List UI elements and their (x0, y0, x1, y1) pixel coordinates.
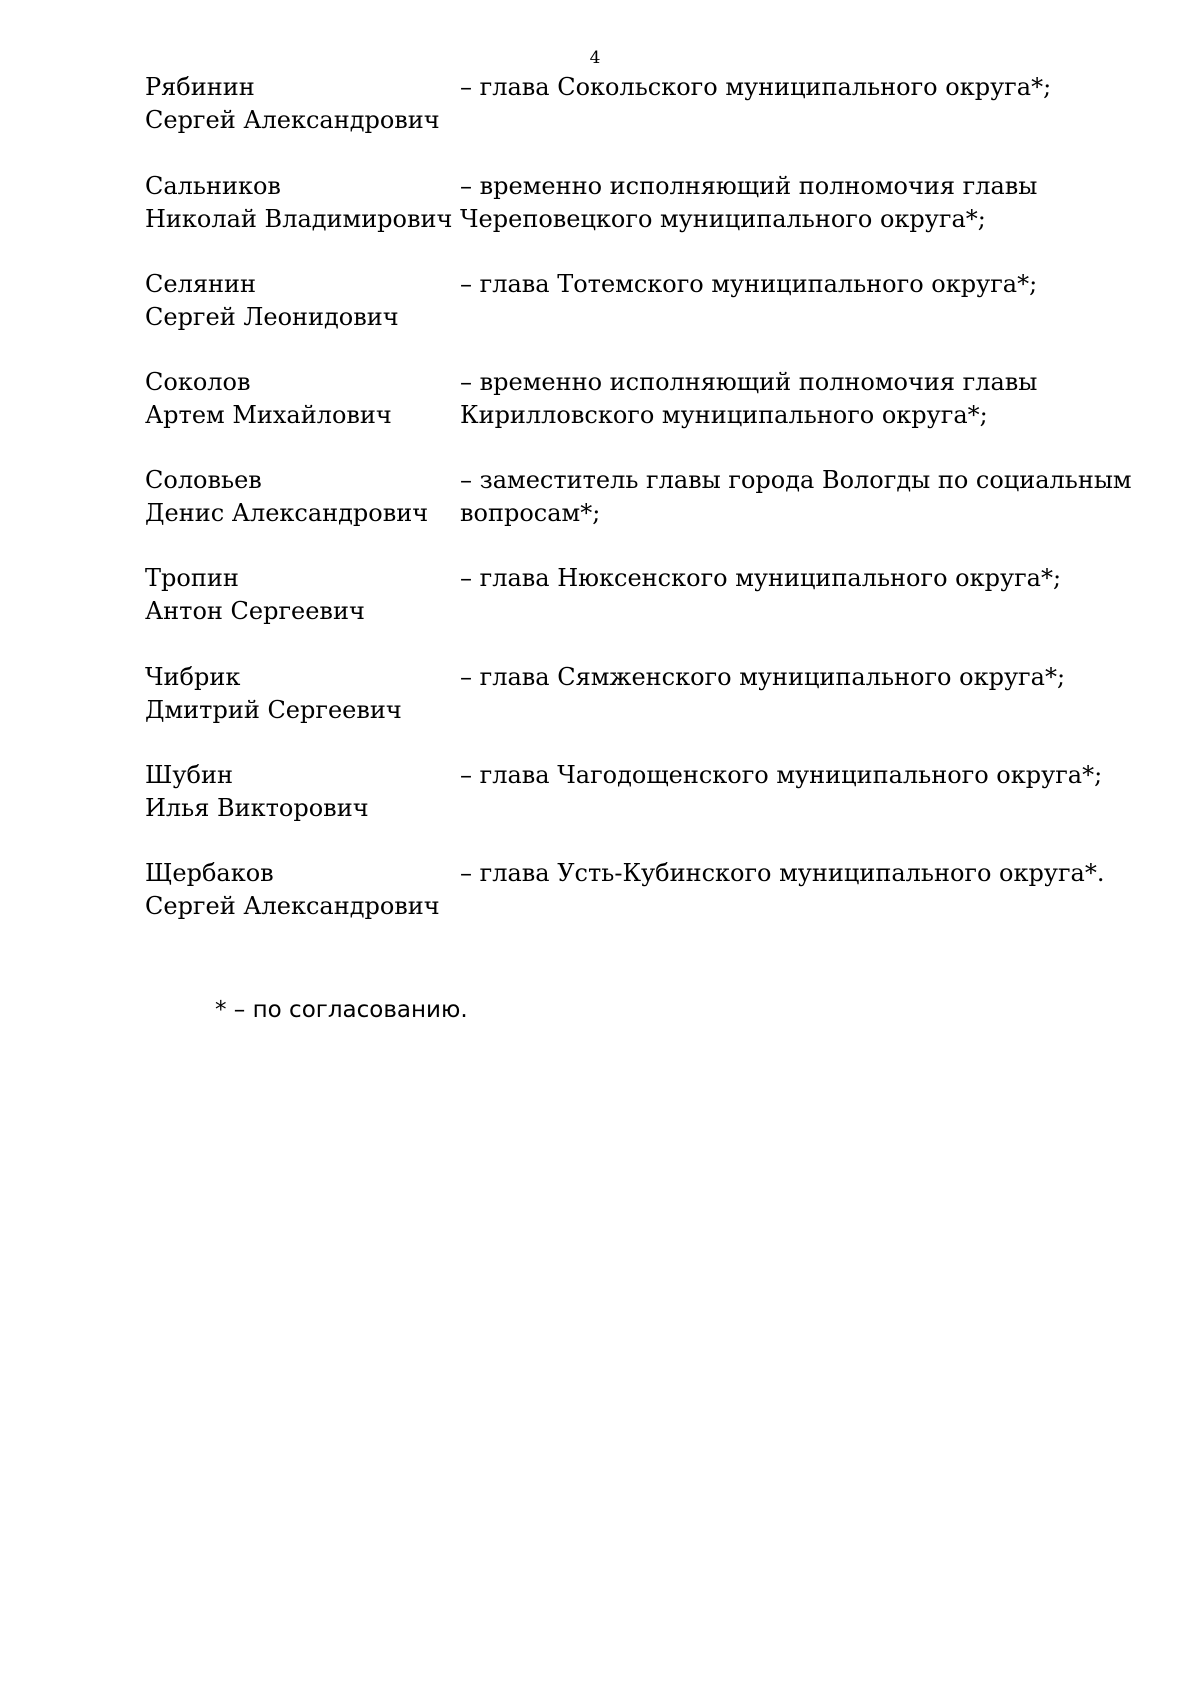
surname: Чибрик (145, 663, 241, 691)
person-name (145, 464, 445, 530)
role-description: – глава Сокольского муниципального округа*; (460, 73, 1052, 101)
given-name: Денис Александрович (145, 499, 429, 527)
given-name: Илья Викторович (145, 794, 369, 822)
person-name (145, 366, 445, 432)
person-name (145, 170, 453, 236)
role-description: – глава Усть-Кубинского муниципального округа*. (460, 859, 1105, 887)
person-name (145, 562, 445, 628)
given-name: Николай Владимирович (145, 205, 453, 233)
role-description: – глава Сямженского муниципального округа*; (460, 663, 1066, 691)
page-number: 4 (589, 48, 601, 68)
surname: Щербаков (145, 859, 274, 887)
given-name: Дмитрий Сергеевич (145, 696, 402, 724)
given-name: Артем Михайлович (145, 401, 392, 429)
role-description: – глава Чагодощенского муниципального округа*; (460, 761, 1103, 789)
person-name (145, 268, 445, 334)
person-name (145, 857, 445, 923)
surname: Сальников (145, 172, 281, 200)
given-name: Сергей Леонидович (145, 303, 399, 331)
surname: Соколов (145, 368, 251, 396)
role-description: – глава Нюксенского муниципального округа*; (460, 564, 1062, 592)
surname: Соловьев (145, 466, 262, 494)
surname: Шубин (145, 761, 233, 789)
role-description: – временно исполняющий полномочия главы Кирилловского муниципального округа*; (460, 368, 1038, 429)
role-description: – глава Тотемского муниципального округа*; (460, 270, 1038, 298)
given-name: Сергей Александрович (145, 106, 440, 134)
given-name: Сергей Александрович (145, 892, 440, 920)
person-name (145, 661, 445, 727)
role-description: – заместитель главы города Вологды по социальным вопросам*; (460, 466, 1132, 527)
person-name (145, 71, 445, 137)
given-name: Антон Сергеевич (145, 597, 365, 625)
surname: Селянин (145, 270, 256, 298)
role-description: – временно исполняющий полномочия главы Череповецкого муниципального округа*; (460, 172, 1038, 233)
footnote: * – по согласованию. (215, 997, 468, 1023)
person-name (145, 759, 445, 825)
surname: Тропин (145, 564, 239, 592)
surname: Рябинин (145, 73, 255, 101)
